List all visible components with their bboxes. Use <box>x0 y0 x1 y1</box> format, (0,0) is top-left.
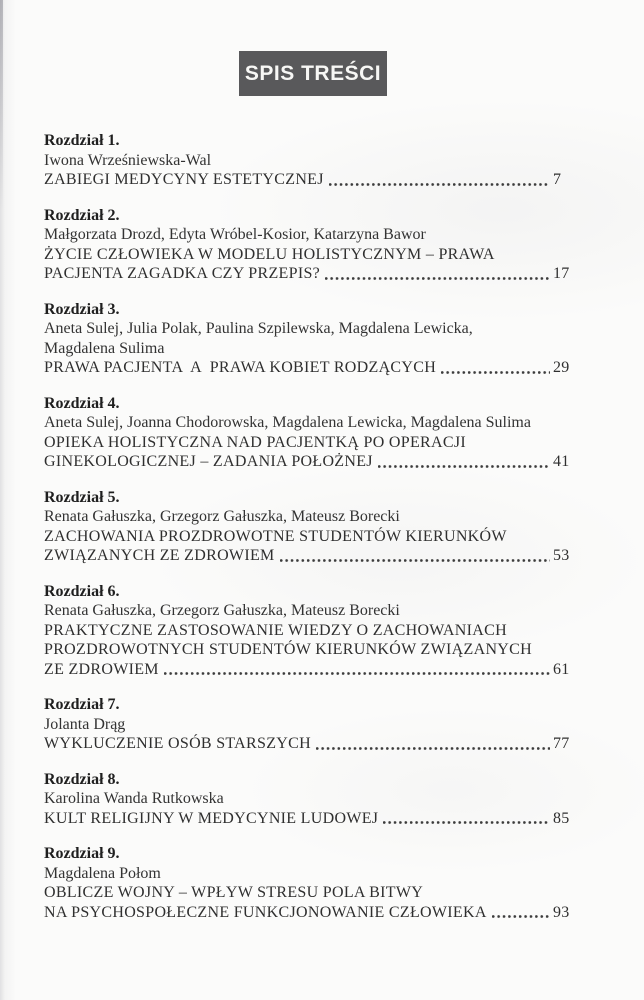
chapter-title-row <box>44 903 575 923</box>
chapter-title-row <box>44 546 575 566</box>
page-number: 41 <box>553 453 570 470</box>
chapter-heading: Rozdział 2. <box>44 206 120 224</box>
toc-entry <box>44 394 575 472</box>
chapter-heading: Rozdział 4. <box>44 394 120 412</box>
chapter-title-row <box>44 358 575 378</box>
toc-entry <box>44 844 575 922</box>
toc-entry <box>44 488 575 566</box>
chapter-title-row <box>44 660 575 680</box>
toc-entry <box>44 131 575 190</box>
chapter-title: WYKLUCZENIE OSÓB STARSZYCH <box>44 735 311 752</box>
chapter-heading: Rozdział 6. <box>44 582 120 600</box>
toc-entry <box>44 770 575 829</box>
chapter-heading: Rozdział 5. <box>44 488 120 506</box>
page-number: 85 <box>553 809 570 827</box>
chapter-title: KULT RELIGIJNY W MEDYCYNIE LUDOWEJ <box>44 809 379 827</box>
chapter-authors: Renata Gałuszka, Grzegorz Gałuszka, Mateusz Borecki <box>44 602 400 619</box>
page-number: 17 <box>553 265 570 282</box>
dotted-leader <box>378 464 550 469</box>
chapter-heading: Rozdział 8. <box>44 770 120 788</box>
chapter-title: OBLICZE WOJNY – WPŁYW STRESU POLA BITWY <box>44 884 424 901</box>
chapter-title: OPIEKA HOLISTYCZNA NAD PACJENTKĄ PO OPERACJI <box>44 433 466 451</box>
dotted-leader <box>164 671 550 676</box>
chapter-authors: Iwona Wrześniewska-Wal <box>44 151 212 169</box>
page-number: 93 <box>553 903 570 921</box>
chapter-title: ZABIEGI MEDYCYNY ESTETYCZNEJ <box>44 171 324 188</box>
dotted-leader <box>492 914 550 919</box>
chapter-authors: Magdalena Połom <box>44 864 161 882</box>
chapter-title: PRAKTYCZNE ZASTOSOWANIE WIEDZY O ZACHOWANIACH <box>44 621 507 639</box>
chapter-heading: Rozdział 3. <box>44 300 120 318</box>
chapter-title: ZWIĄZANYCH ZE ZDROWIEM <box>44 547 275 564</box>
dotted-leader <box>316 746 550 751</box>
chapter-authors: Magdalena Sulima <box>44 339 165 357</box>
toc-entry <box>44 695 575 754</box>
dotted-leader <box>325 276 550 281</box>
chapter-authors: Małgorzata Drozd, Edyta Wróbel-Kosior, Katarzyna Bawor <box>44 226 426 243</box>
page-number: 29 <box>553 359 570 376</box>
scan-edge-shadow <box>0 0 3 210</box>
toc-entry <box>44 206 575 284</box>
chapter-title: GINEKOLOGICZNEJ – ZADANIA POŁOŻNEJ <box>44 453 373 470</box>
table-of-contents <box>44 131 575 938</box>
page-number: 53 <box>553 547 570 564</box>
chapter-authors: Renata Gałuszka, Grzegorz Gałuszka, Mateusz Borecki <box>44 508 400 525</box>
dotted-leader <box>441 370 550 375</box>
chapter-title: ŻYCIE CZŁOWIEKA W MODELU HOLISTYCZNYM – PRAWA <box>44 245 495 263</box>
page-number: 77 <box>553 735 570 752</box>
chapter-heading: Rozdział 9. <box>44 845 120 862</box>
toc-entry <box>44 582 575 680</box>
chapter-heading: Rozdział 7. <box>44 696 120 713</box>
chapter-title-row <box>44 809 575 829</box>
chapter-authors: Aneta Sulej, Joanna Chodorowska, Magdalena Lewicka, Magdalena Sulima <box>44 414 531 431</box>
dotted-leader <box>329 182 550 187</box>
chapter-title: ZACHOWANIA PROZDROWOTNE STUDENTÓW KIERUNKÓW <box>44 527 507 545</box>
toc-entry <box>44 300 575 378</box>
chapter-title: PACJENTA ZAGADKA CZY PRZEPIS? <box>44 265 321 282</box>
chapter-authors: Aneta Sulej, Julia Polak, Paulina Szpilewska, Magdalena Lewicka, <box>44 320 473 337</box>
chapter-title-row <box>44 734 575 754</box>
dotted-leader <box>383 820 550 825</box>
dotted-leader <box>280 558 550 563</box>
chapter-heading: Rozdział 1. <box>44 132 120 149</box>
chapter-title-row <box>44 170 575 190</box>
chapter-title-row <box>44 452 575 472</box>
chapter-title: PROZDROWOTNYCH STUDENTÓW KIERUNKÓW ZWIĄZANYCH <box>44 641 532 658</box>
chapter-title: PRAWA PACJENTA A PRAWA KOBIET RODZĄCYCH <box>44 359 437 376</box>
chapter-title: ZE ZDROWIEM <box>44 660 159 678</box>
chapter-title-row <box>44 264 575 284</box>
page-title: SPIS TREŚCI <box>239 51 387 96</box>
chapter-authors: Karolina Wanda Rutkowska <box>44 790 224 807</box>
chapter-authors: Jolanta Drąg <box>44 715 126 733</box>
page-number: 61 <box>553 660 570 678</box>
chapter-title: NA PSYCHOSPOŁECZNE FUNKCJONOWANIE CZŁOWIEKA <box>44 903 487 921</box>
page-number: 7 <box>553 171 562 188</box>
